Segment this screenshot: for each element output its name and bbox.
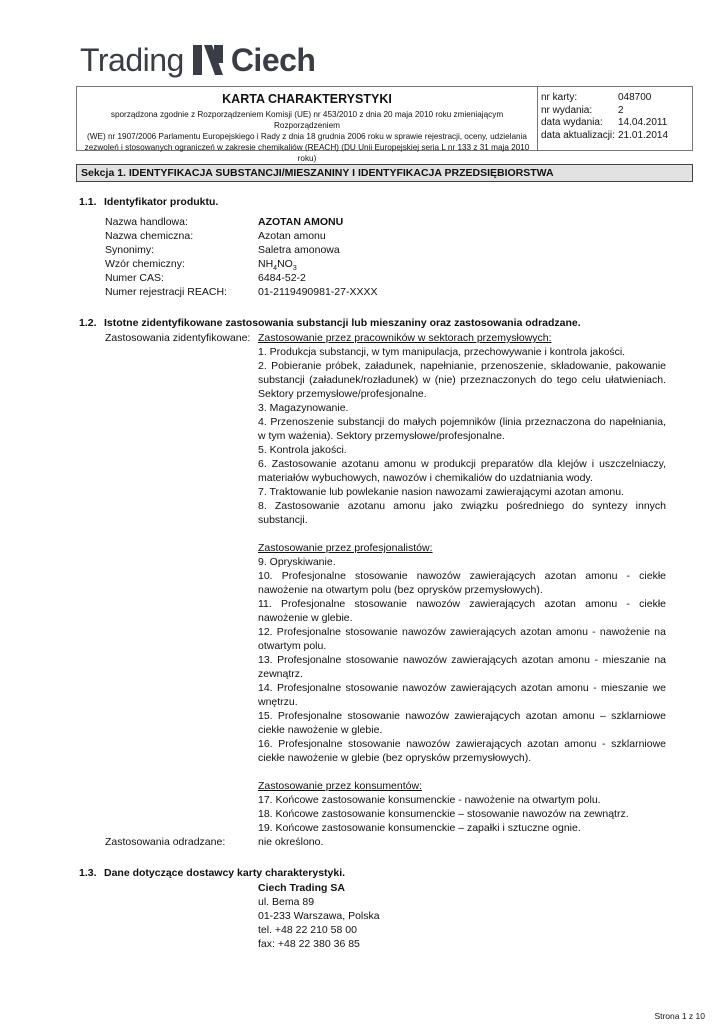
- section-1-heading: Sekcja 1. IDENTYFIKACJA SUBSTANCJI/MIESZANINY I IDENTYFIKACJA PRZEDSIĘBIORSTWA: [76, 164, 693, 182]
- header-subtitle-line: sporządzona zgodnie z Rozporządzeniem Komisji (UE) nr 453/2010 z dnia 20 maja 2010 roku zmieniającym Rozporządzeniem: [110, 110, 504, 130]
- field-chemical-name: [0, 229, 725, 243]
- meta-value: 14.04.2011: [618, 117, 668, 128]
- field-chemical-formula: [0, 257, 725, 271]
- use-item: 10. Profesjonalne stosowanie nawozów zawierających azotan amonu - ciekłe nawożenie na otwartym polu (bez oprysków przemysłowych).: [258, 570, 666, 596]
- subsection-number: 1.2.: [79, 317, 97, 329]
- use-item: 17. Końcowe zastosowanie konsumenckie - nawożenie na otwartym polu.: [258, 794, 601, 806]
- uses-group-heading: Zastosowanie przez profesjonalistów:: [258, 542, 433, 554]
- subsection-title: Identyfikator produktu.: [104, 196, 219, 208]
- field-value: Saletra amonowa: [258, 244, 340, 256]
- use-item: 19. Końcowe zastosowanie konsumenckie – zapałki i sztuczne ognie.: [258, 822, 581, 834]
- field-label: Synonimy:: [105, 244, 155, 256]
- identified-uses: [0, 331, 725, 835]
- use-item: 14. Profesjonalne stosowanie nawozów zawierających azotan amonu - mieszanie we wnętrzu.: [258, 682, 666, 708]
- use-item: 5. Kontrola jakości.: [258, 444, 347, 456]
- subsection-title: Istotne zidentyfikowane zastosowania substancji lub mieszaniny oraz zastosowania odradzane.: [104, 317, 581, 329]
- use-item: 11. Profesjonalne stosowanie nawozów zawierających azotan amonu - ciekłe nawożenie w glebie.: [258, 598, 666, 624]
- header-meta-block: [538, 87, 692, 150]
- use-item: 12. Profesjonalne stosowanie nawozów zawierających azotan amonu - nawożenie na otwartym polu.: [258, 626, 666, 652]
- field-value: 01-2119490981-27-XXXX: [258, 286, 378, 298]
- field-value: Azotan amonu: [258, 230, 326, 242]
- meta-label: nr wydania:: [541, 104, 593, 116]
- use-item: 16. Profesjonalne stosowanie nawozów zawierających azotan amonu - szklarniowe ciekłe nawożenie w glebie (bez oprysków przemysłowych).: [258, 738, 666, 764]
- subsection-number: 1.3.: [79, 867, 97, 879]
- field-value: $NH_4NO_3$: [258, 258, 297, 273]
- document-header: [76, 86, 693, 163]
- field-label: Zastosowania odradzane:: [105, 836, 226, 848]
- field-synonyms: [0, 243, 725, 257]
- meta-row-issue-date: [541, 117, 692, 130]
- field-value: nie określono.: [258, 836, 324, 848]
- header-subtitle-line: zezwoleń i stosowanych ograniczeń w zakresie chemikaliów (REACH) (DU Unii Europejskiej seria L nr 133 z 31 maja 2010 roku): [84, 143, 530, 163]
- use-item: 6. Zastosowanie azotanu amonu w produkcji preparatów dla klejów i uszczelniaczy, materiałów wybuchowych, nawozów i chemikaliów do uzdatniania wody.: [258, 458, 666, 484]
- logo-mark-icon: [193, 45, 223, 75]
- header-title-block: [77, 87, 538, 163]
- subsection-title: Dane dotyczące dostawcy karty charakterystyki.: [104, 867, 346, 879]
- supplier-company: [0, 881, 725, 895]
- use-item: 18. Końcowe zastosowanie konsumenckie – stosowanie nawozów na zewnątrz.: [258, 808, 629, 820]
- field-discouraged-uses: [0, 835, 725, 849]
- field-cas-number: [0, 271, 725, 285]
- uses-group-heading: Zastosowanie przez konsumentów:: [258, 780, 422, 792]
- header-subtitle-line: (WE) nr 1907/2006 Parlamentu Europejskiego i Rady z dnia 18 grudnia 2006 roku w sprawie rejestracji, oceny, udzielania: [87, 132, 527, 141]
- meta-label: nr karty:: [541, 92, 578, 103]
- meta-value: 2: [618, 104, 624, 116]
- subsection-1-1-heading: [0, 194, 725, 210]
- supplier-phone: tel. +48 22 210 58 00: [258, 924, 357, 936]
- supplier-address-line: ul. Bema 89: [258, 896, 315, 908]
- field-reach-number: [0, 285, 725, 299]
- supplier-address-line: 01-233 Warszawa, Polska: [258, 910, 380, 922]
- field-label: Nazwa chemiczna:: [105, 230, 194, 242]
- meta-row-update-date: [541, 130, 692, 143]
- page-number: Strona 1 z 10: [654, 1011, 705, 1021]
- use-item: 15. Profesjonalne stosowanie nawozów zawierających azotan amonu – szklarniowe ciekłe nawożenie w glebie.: [258, 710, 666, 736]
- use-item: 3. Magazynowanie.: [258, 402, 349, 414]
- company-logo: [80, 40, 315, 80]
- logo-word-ciech: Ciech: [230, 41, 316, 78]
- use-item: 2. Pobieranie próbek, załadunek, napełnianie, przenoszenie, składowanie, pakowanie substancji (załadunek/rozładunek) w (nie) przeznaczonych do tego celu ułatwieniach. Sektory przemysłowe/profesjonalne.: [258, 360, 666, 400]
- logo-word-trading: Trading: [80, 41, 184, 78]
- meta-row-card-number: [541, 92, 692, 105]
- section-1-content: [0, 194, 725, 951]
- field-trade-name: [0, 215, 725, 229]
- use-item: 1. Produkcja substancji, w tym manipulacja, przechowywanie i kontrola jakości.: [258, 346, 626, 358]
- identified-uses-label: Zastosowania zidentyfikowane:: [105, 332, 251, 344]
- use-item: 8. Zastosowanie azotanu amonu jako związku pośredniego do syntezy innych substancji.: [258, 500, 666, 526]
- use-item: 4. Przenoszenie substancji do małych pojemników (linia przeznaczona do napełniania, w tym ważenia). Sektory przemysłowe/profesjonalne.: [258, 416, 666, 442]
- use-item: 13. Profesjonalne stosowanie nawozów zawierających azotan amonu - mieszanie na zewnątrz.: [258, 654, 666, 680]
- meta-value: 048700: [618, 92, 652, 103]
- field-label: Numer CAS:: [105, 272, 164, 284]
- field-label: Wzór chemiczny:: [105, 258, 185, 270]
- supplier-fax: fax: +48 22 380 36 85: [258, 938, 360, 950]
- subsection-1-2-heading: [0, 315, 725, 331]
- use-item: 9. Opryskiwanie.: [258, 556, 336, 568]
- meta-value: 21.01.2014: [618, 129, 669, 141]
- field-value: AZOTAN AMONU: [258, 216, 344, 228]
- uses-group-heading: Zastosowanie przez pracowników w sektorach przemysłowych:: [258, 332, 552, 344]
- meta-label: data aktualizacji:: [541, 129, 615, 141]
- field-label: Numer rejestracji REACH:: [105, 286, 227, 298]
- meta-label: data wydania:: [541, 117, 603, 128]
- document-title: KARTA CHARAKTERYSTYKI: [222, 92, 392, 106]
- field-label: Nazwa handlowa:: [105, 216, 188, 228]
- subsection-number: 1.1.: [79, 196, 97, 208]
- subsection-1-3-heading: [0, 865, 725, 881]
- supplier-name: Ciech Trading SA: [258, 882, 345, 894]
- meta-row-edition: [541, 105, 692, 118]
- use-item: 7. Traktowanie lub powlekanie nasion nawozami zawierającymi azotan amonu.: [258, 486, 624, 498]
- field-value: 6484-52-2: [258, 272, 306, 284]
